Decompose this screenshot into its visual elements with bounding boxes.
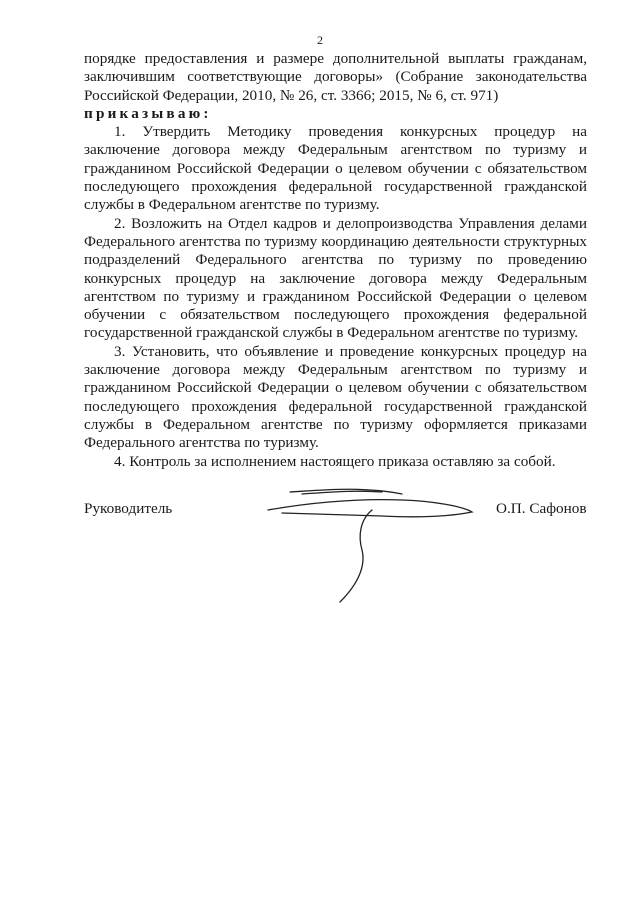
signatory-title: Руководитель <box>84 500 173 517</box>
order-word: приказываю: <box>84 104 212 122</box>
page-number: 2 <box>317 33 323 47</box>
order-item-3: 3. Установить, что объявление и проведение конкурсных процедур на заключение договора между Федеральным агентством по туризму и гражданином Российской Федерации о целевом обучении с обязательством последующего прохождения федеральной государственной гражданской службы в Федеральном агентстве по туризму оформляется приказами Федерального агентства по туризму. <box>84 342 587 452</box>
order-item-1: 1. Утвердить Методику проведения конкурсных процедур на заключение договора между Федеральным агентством по туризму и гражданином Российской Федерации о целевом обучении с обязательством последующего прохождения федеральной государственной гражданской службы в Федеральном агентстве по туризму. <box>84 123 587 214</box>
order-item-4: 4. Контроль за исполнением настоящего приказа оставляю за собой. <box>114 452 556 470</box>
intro-paragraph: порядке предоставления и размере дополнительной выплаты гражданам, заключившим соответствующие договоры» (Собрание законодательства Российской Федерации, 2010, № 26, ст. 3366; 2015, № 6, ст. 971) <box>84 50 587 104</box>
order-item-2: 2. Возложить на Отдел кадров и делопроизводства Управления делами Федерального агентства по туризму координацию деятельности структурных подразделений Федерального агентства по туризму по проведению конкурсных процедур на заключение договора между Федеральным агентством по туризму и гражданином Российской Федерации о целевом обучении с обязательством последующего прохождения федеральной государственной гражданской службы в Федеральном агентстве по туризму. <box>84 214 587 342</box>
signatory-name: О.П. Сафонов <box>496 500 587 517</box>
document-body <box>84 50 587 471</box>
handwritten-signature <box>262 480 482 610</box>
